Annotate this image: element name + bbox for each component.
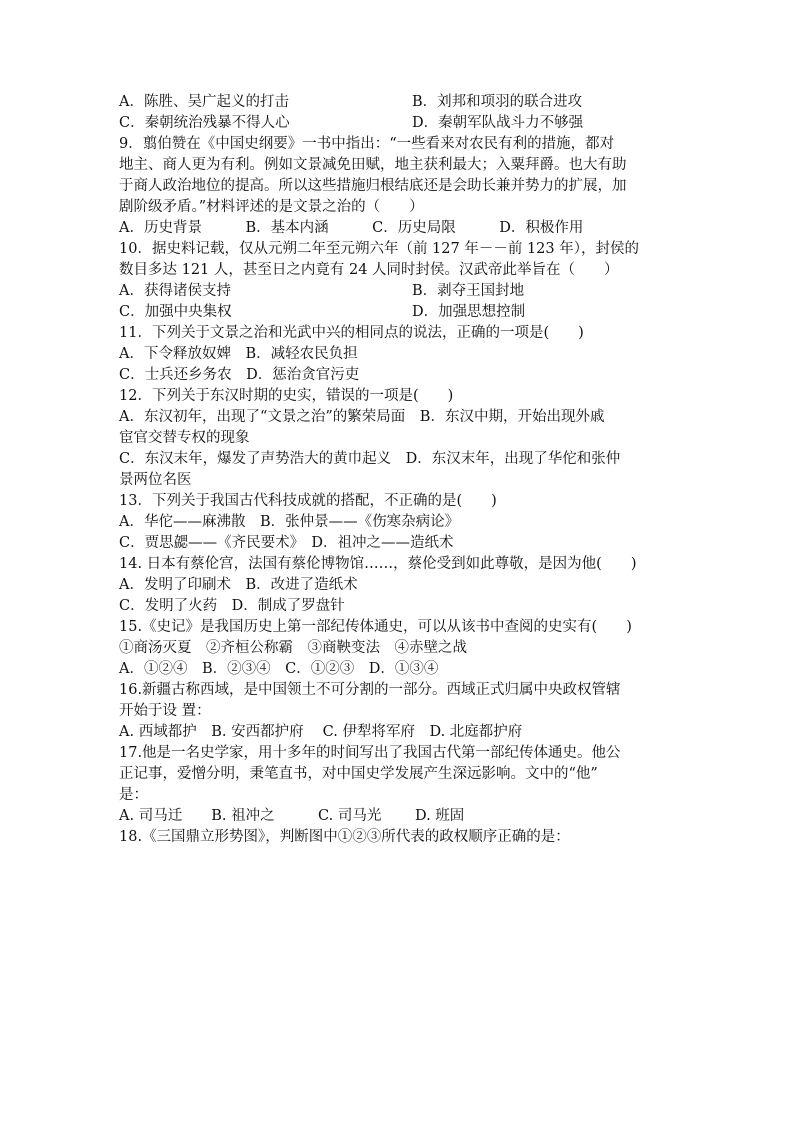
option-right: B．刘邦和项羽的联合进攻 [412, 94, 583, 110]
option-right: D．秦朝军队战斗力不够强 [412, 115, 584, 131]
text-line: 9．翦伯赞在《中国史纲要》一书中指出：“一些看来对农民有利的措施，都对 [119, 136, 615, 152]
text-line [119, 281, 679, 302]
text-line [119, 302, 679, 323]
text-line: 10．据史料记载，仅从元朔二年至元朔六年（前 127 年－－前 123 年），封侯的 [119, 241, 639, 257]
text-line: 11．下列关于文景之治和光武中兴的相同点的说法，正确的一项是( ) [119, 325, 584, 341]
text-line: 数目多达 121 人，甚至日之内竟有 24 人同时封侯。汉武帝此举旨在（ ） [119, 262, 619, 278]
option-right: B．剥夺王国封地 [412, 283, 525, 299]
text-line: C．贾思勰——《齐民要术》 D．祖冲之——造纸术 [119, 535, 454, 551]
text-line: A．下令释放奴婢 B．减轻农民负担 [119, 346, 358, 362]
text-line: 18.《三国鼎立形势图》，判断图中①②③所代表的政权顺序正确的是： [119, 829, 570, 845]
option-left: C．加强中央集权 [119, 304, 232, 320]
document-page [119, 92, 679, 848]
text-line: 15.《史记》是我国历史上第一部纪传体通史，可以从该书中查阅的史实有( ) [119, 619, 632, 635]
text-line: 地主、商人更为有利。例如文景减免田赋，地主获利最大；入粟拜爵。也大有助 [119, 157, 627, 173]
text-line: A．历史背景 B．基本内涵 C．历史局限 D．积极作用 [119, 220, 584, 236]
text-line: A．①②④ B．②③④ C．①②③ D．①③④ [119, 661, 439, 677]
text-line: A．东汉初年，出现了“文景之治”的繁荣局面 B．东汉中期，开始出现外戚 [119, 409, 605, 425]
option-left: A．获得诸侯支持 [119, 283, 231, 299]
option-right: D．加强思想控制 [412, 304, 526, 320]
text-line: 12．下列关于东汉时期的史实，错误的一项是( ) [119, 388, 454, 404]
text-line: 正记事，爱憎分明，秉笔直书，对中国史学发展产生深远影响。文中的“他” [119, 766, 598, 782]
text-line: A. 西域都护 B. 安西都护府 C. 伊犁将军府 D. 北庭都护府 [119, 724, 523, 740]
text-line: C．东汉末年，爆发了声势浩大的黄巾起义 D．东汉末年，出现了华佗和张仲 [119, 451, 621, 467]
text-line [119, 92, 679, 113]
text-line: A．华佗——麻沸散 B．张仲景——《伤寒杂病论》 [119, 514, 460, 530]
text-line: 16.新疆古称西域，是中国领土不可分割的一部分。西域正式归属中央政权管辖 [119, 682, 621, 698]
option-left: A．陈胜、吴广起义的打击 [119, 94, 289, 110]
text-line: ①商汤灭夏 ②齐桓公称霸 ③商鞅变法 ④赤壁之战 [119, 640, 467, 656]
text-line: 景两位名医 [119, 472, 192, 488]
text-line: 17.他是一名史学家，用十多年的时间写出了我国古代第一部纪传体通史。他公 [119, 745, 621, 761]
text-line: C．士兵还乡务农 D．惩治贪官污吏 [119, 367, 360, 383]
text-line: 开始于设 置： [119, 703, 211, 719]
text-line: A. 司马迁 B. 祖冲之 C. 司马光 D. 班固 [119, 808, 465, 824]
text-line: 宦官交替专权的现象 [119, 430, 250, 446]
text-line: A．发明了印刷术 B．改进了造纸术 [119, 577, 358, 593]
text-line: C．发明了火药 D．制成了罗盘针 [119, 598, 345, 614]
option-left: C．秦朝统治残暴不得人心 [119, 115, 290, 131]
text-line [119, 113, 679, 134]
text-line: 是： [119, 787, 148, 803]
text-line: 剧阶级矛盾。”材料评述的是文景之治的（ ） [119, 199, 424, 215]
text-line: 14. 日本有蔡伦宫，法国有蔡伦博物馆……，蔡伦受到如此尊敬，是因为他( ) [119, 556, 637, 572]
text-line: 13．下列关于我国古代科技成就的搭配，不正确的是( ) [119, 493, 497, 509]
text-line: 于商人政治地位的提高。所以这些措施归根结底还是会助长兼并势力的扩展，加 [119, 178, 627, 194]
